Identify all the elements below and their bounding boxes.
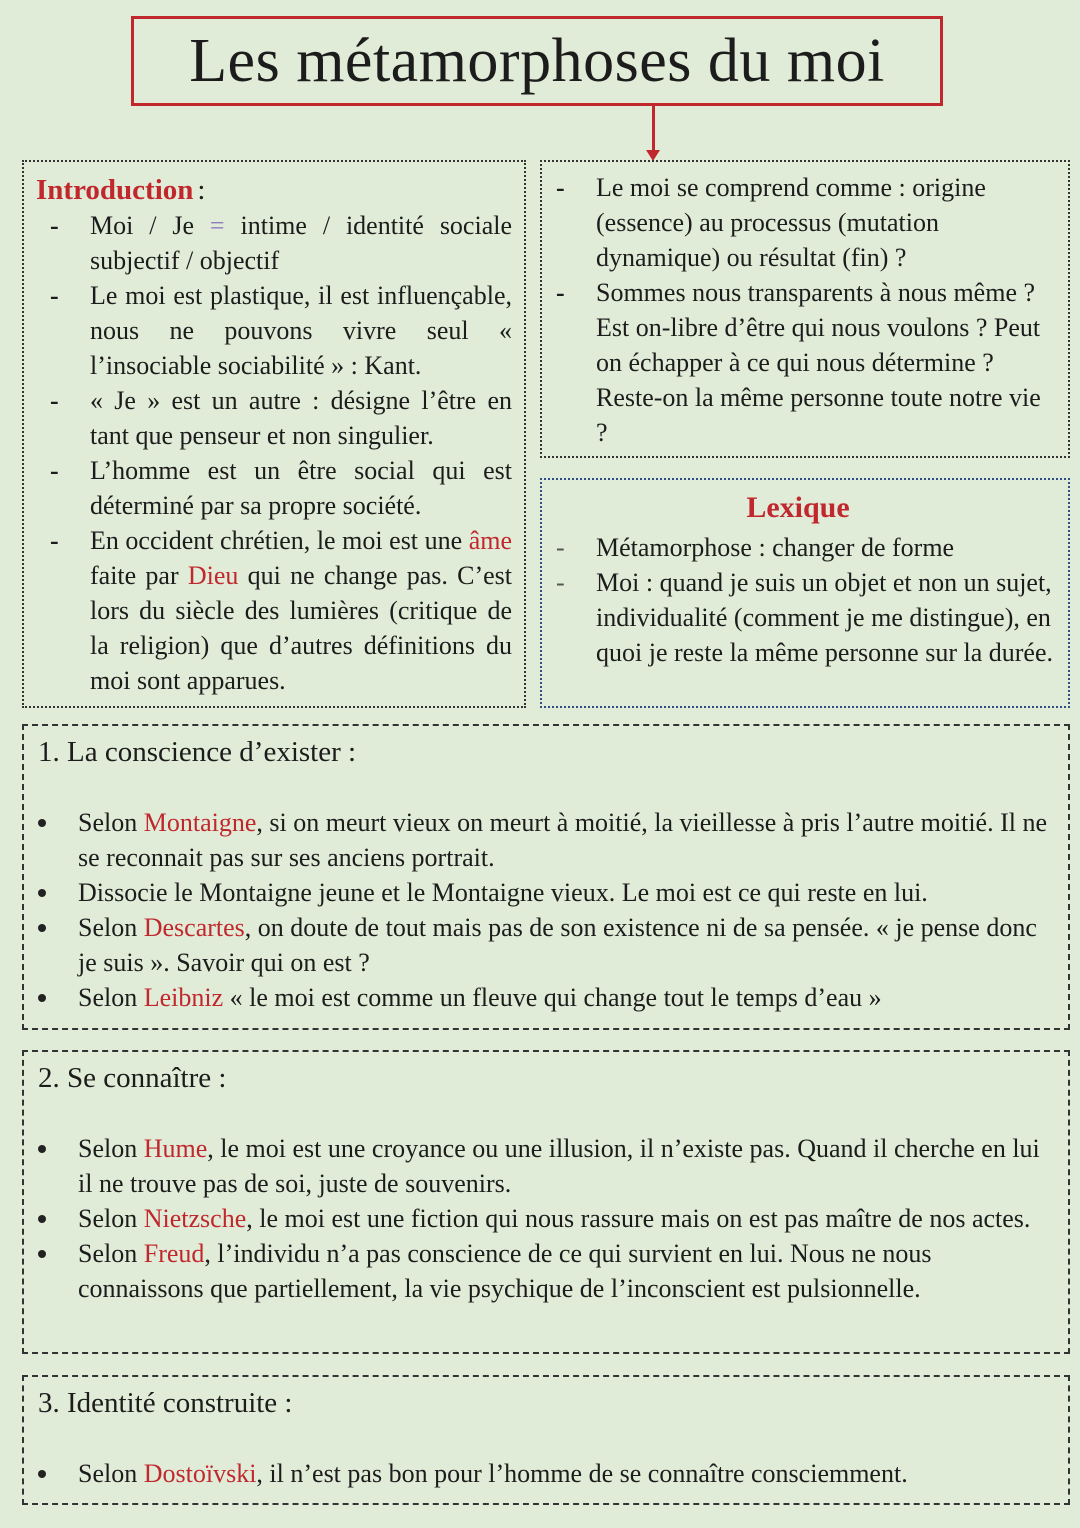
section-list: [38, 1131, 1054, 1306]
keyword-ame: âme: [468, 526, 513, 555]
section-identite: [22, 1375, 1070, 1505]
section-heading: 3. Identité construite :: [38, 1387, 293, 1419]
list-item: - Le moi se comprend comme : origine (essence) au processus (mutation dynamique) ou résultat (fin) ?: [542, 170, 1052, 275]
lexique-list: [542, 530, 1054, 670]
author-nietzsche: Nietzsche: [143, 1204, 247, 1233]
section-heading: 2. Se connaître :: [38, 1062, 227, 1094]
list-item: Selon Hume, le moi est une croyance ou une illusion, il n’existe pas. Quand il cherche en lui il ne trouve pas de soi, juste de souvenirs.: [38, 1131, 1054, 1201]
introduction-list: [36, 208, 512, 698]
arrow-line: [652, 106, 655, 152]
author-descartes: Descartes: [143, 913, 245, 942]
introduction-title: Introduction: [36, 174, 194, 206]
introduction-box: [22, 160, 526, 708]
list-item: Selon Dostoïvski, il n’est pas bon pour l’homme de se connaître consciemment.: [38, 1456, 1054, 1491]
author-hume: Hume: [143, 1134, 208, 1163]
author-dostoievski: Dostoïvski: [143, 1459, 257, 1488]
list-item: - Métamorphose : changer de forme: [542, 530, 1054, 565]
list-item: - Sommes nous transparents à nous même ? Est on-libre d’être qui nous voulons ? Peut on échapper à ce qui nous détermine ? Reste-on la même personne toute notre vie ?: [542, 275, 1052, 450]
author-freud: Freud: [143, 1239, 205, 1268]
lexique-box: [540, 478, 1070, 708]
list-item: - Moi / Je = intime / identité sociale subjectif / objectif: [36, 208, 512, 278]
section-se-connaitre: [22, 1050, 1070, 1354]
author-leibniz: Leibniz: [143, 983, 224, 1012]
lexique-heading: Lexique: [746, 491, 850, 524]
section-list: [38, 805, 1054, 1015]
author-montaigne: Montaigne: [143, 808, 257, 837]
list-item: Selon Freud, l’individu n’a pas conscience de ce qui survient en lui. Nous ne nous connaissons que partiellement, la vie psychique de l’inconscient est pulsionnelle.: [38, 1236, 1054, 1306]
section-conscience: [22, 724, 1070, 1030]
list-item: Selon Montaigne, si on meurt vieux on meurt à moitié, la vieillesse à pris l’autre moitié. Il ne se reconnait pas sur ses anciens portrait.: [38, 805, 1054, 875]
list-item: - En occident chrétien, le moi est une âme faite par Dieu qui ne change pas. C’est lors du siècle des lumières (critique de la religion) que d’autres définitions du moi sont apparues.: [36, 523, 512, 698]
section-list: [38, 1456, 1054, 1491]
list-item: - Le moi est plastique, il est influençable, nous ne pouvons vivre seul « l’insociable sociabilité » : Kant.: [36, 278, 512, 383]
list-item: - L’homme est un être social qui est déterminé par sa propre société.: [36, 453, 512, 523]
list-item: Selon Descartes, on doute de tout mais pas de son existence ni de sa pensée. « je pense donc je suis ». Savoir qui on est ?: [38, 910, 1054, 980]
keyword-dieu: Dieu: [187, 561, 239, 590]
list-item: - Moi : quand je suis un objet et non un sujet, individualité (comment je me distingue), en quoi je reste la même personne sur la durée.: [542, 565, 1054, 670]
list-item: Selon Nietzsche, le moi est une fiction qui nous rassure mais on est pas maître de nos actes.: [38, 1201, 1054, 1236]
list-item: Dissocie le Montaigne jeune et le Montaigne vieux. Le moi est ce qui reste en lui.: [38, 875, 1054, 910]
page-title: Les métamorphoses du moi: [189, 26, 885, 95]
title-box: [131, 16, 943, 106]
questions-box: [540, 160, 1070, 458]
section-heading: 1. La conscience d’exister :: [38, 736, 357, 768]
introduction-heading: Introduction :: [36, 174, 206, 206]
list-item: Selon Leibniz « le moi est comme un fleuve qui change tout le temps d’eau »: [38, 980, 1054, 1015]
list-item: - « Je » est un autre : désigne l’être en tant que penseur et non singulier.: [36, 383, 512, 453]
questions-list: [542, 170, 1052, 450]
